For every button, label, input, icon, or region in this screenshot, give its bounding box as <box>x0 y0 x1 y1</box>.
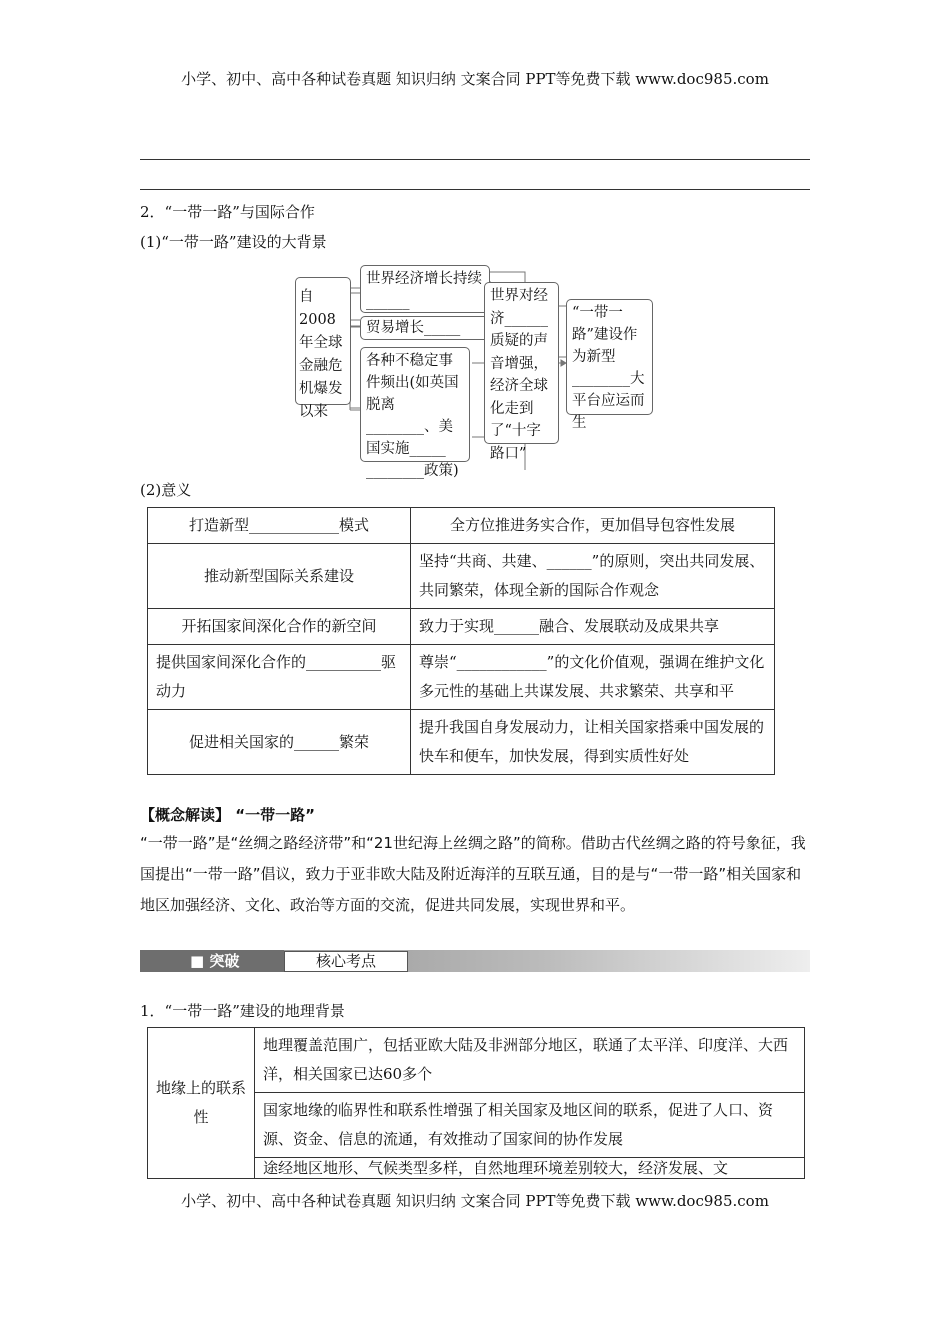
table-cell: 提供国家间深化合作的__________驱动力 <box>148 645 411 710</box>
diagram-middle-box: 世界对经济______质疑的声音增强，经济全球化走到了“十字路口” <box>484 282 559 444</box>
table-cell: 全方位推进务实合作，更加倡导包容性发展 <box>411 508 775 544</box>
table-row <box>148 609 775 645</box>
table-cell: 致力于实现______融合、发展联动及成果共享 <box>411 609 775 645</box>
answer-line <box>140 189 810 190</box>
banner-right: 核心考点 <box>284 951 408 972</box>
table-cell: 地缘上的联系性 <box>148 1028 255 1179</box>
diagram-cause-box: 世界经济增长持续______ <box>360 265 490 313</box>
table-cell: 开拓国家间深化合作的新空间 <box>148 609 411 645</box>
table-row <box>148 710 775 775</box>
table-cell: 国家地缘的临界性和联系性增强了相关国家及地区间的联系，促进了人口、资源、资金、信息的流通，有效推动了国家间的协作发展 <box>255 1093 805 1158</box>
subheading: (1)“一带一路”建设的大背景 <box>140 233 327 251</box>
table-row <box>148 645 775 710</box>
concept-body: “一带一路”是“丝绸之路经济带”和“21世纪海上丝绸之路”的简称。借助古代丝绸之路的符号象征，我国提出“一带一路”倡议，致力于亚非欧大陆及附近海洋的互联互通，目的是与“一带一路”相关国家和地区加强经济、文化、政治等方面的交流，促进共同发展，实现世界和平。 <box>140 834 806 914</box>
diagram-start-box: 自2008年全球金融危机爆发以来 <box>295 277 351 405</box>
section-banner <box>140 950 810 972</box>
subheading: (2)意义 <box>140 481 192 499</box>
table-cell: 坚持“共商、共建、______”的原则，突出共同发展、共同繁荣，体现全新的国际合作观念 <box>411 544 775 609</box>
table-cell: 促进相关国家的______繁荣 <box>148 710 411 775</box>
section-heading: 2．“一带一路”与国际合作 <box>140 203 315 221</box>
concept-label: 【概念解读】 “一带一路” <box>140 806 315 824</box>
geo-background-table <box>147 1027 805 1179</box>
section-heading: 1．“一带一路”建设的地理背景 <box>140 1002 345 1020</box>
table-cell: 地理覆盖范围广，包括亚欧大陆及非洲部分地区，联通了太平洋、印度洋、大西洋，相关国家已达60多个 <box>255 1028 805 1093</box>
page-header: 小学、初中、高中各种试卷真题 知识归纳 文案合同 PPT等免费下载 www.doc985.com <box>181 70 769 88</box>
table-cell: 提升我国自身发展动力，让相关国家搭乘中国发展的快车和便车，加快发展，得到实质性好处 <box>411 710 775 775</box>
table-row <box>148 1028 805 1093</box>
diagram-result-box: “一带一路”建设作为新型________大平台应运而生 <box>566 299 653 415</box>
table-cell: 途经地区地形、气候类型多样，自然地理环境差别较大，经济发展、文 <box>255 1158 805 1179</box>
table-row <box>148 508 775 544</box>
table-cell: 尊崇“____________”的文化价值观，强调在维护文化多元性的基础上共谋发展、共求繁荣、共享和平 <box>411 645 775 710</box>
table-row <box>148 544 775 609</box>
banner-left: ■ 突破 <box>140 950 284 972</box>
significance-table <box>147 507 775 775</box>
answer-line <box>140 159 810 160</box>
table-cell: 打造新型____________模式 <box>148 508 411 544</box>
page-footer: 小学、初中、高中各种试卷真题 知识归纳 文案合同 PPT等免费下载 www.doc985.com <box>181 1192 769 1210</box>
table-cell: 推动新型国际关系建设 <box>148 544 411 609</box>
diagram-cause-box: 各种不稳定事件频出(如英国脱离________、美国实施_____ ________政策) <box>360 347 470 462</box>
diagram-cause-box: 贸易增长_____ <box>360 316 490 340</box>
